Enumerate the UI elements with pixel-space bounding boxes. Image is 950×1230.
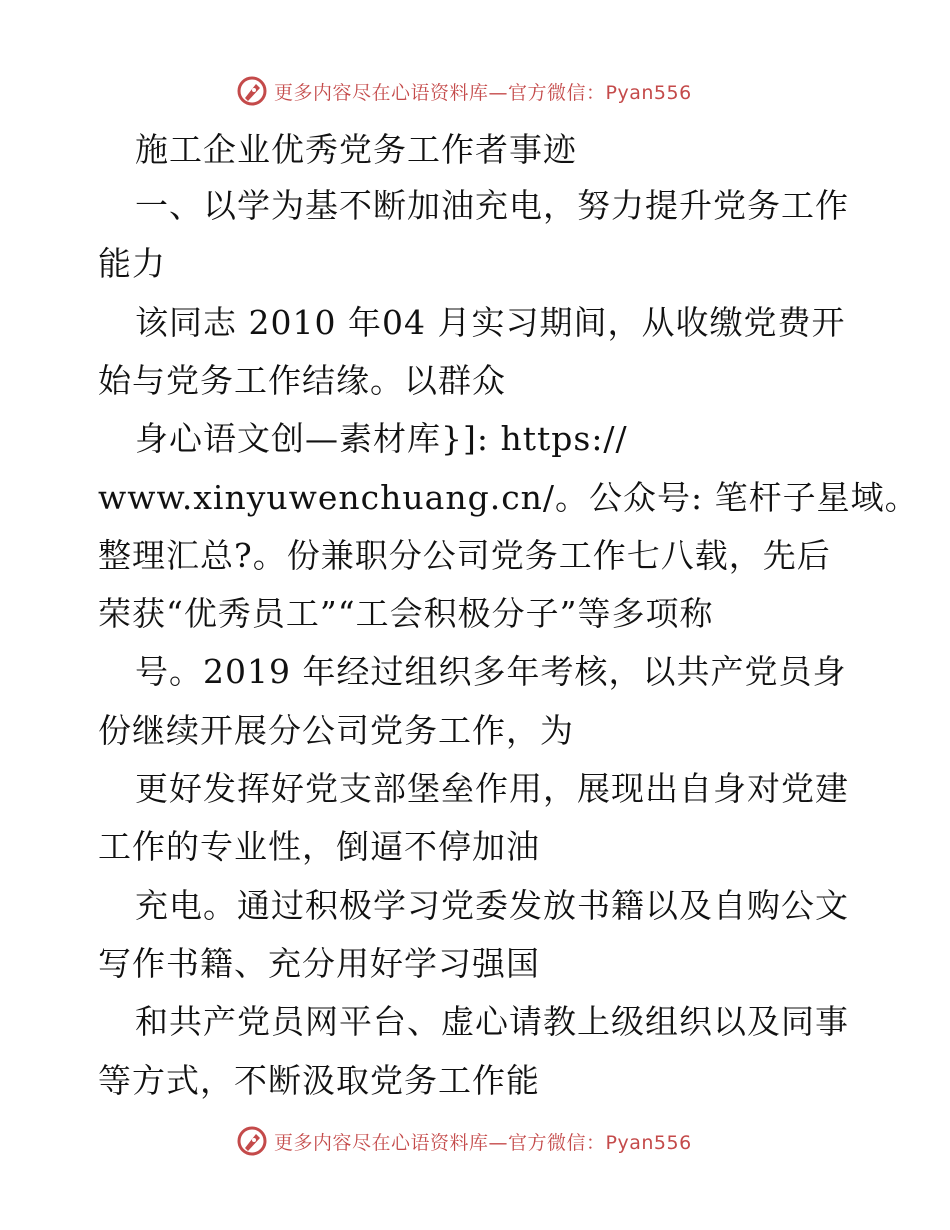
paragraph-line: 工作的专业性，倒逼不停加油 xyxy=(98,827,540,866)
paragraph-line: 号。2019 年经过组织多年考核，以共产党员身 xyxy=(135,652,847,691)
paragraph-line: 更好发挥好党支部堡垒作用，展现出自身对党建 xyxy=(135,769,849,808)
paragraph-line: 整理汇总?。份兼职分公司党务工作七八载，先后 xyxy=(98,536,831,575)
paragraph-line: 写作书籍、充分用好学习强国 xyxy=(98,944,540,983)
pen-nib-icon xyxy=(236,75,268,107)
section-heading: 一、以学为基不断加油充电，努力提升党务工作 xyxy=(135,186,849,225)
paragraph-line: 和共产党员网平台、虚心请教上级组织以及同事 xyxy=(135,1002,849,1041)
paragraph-line: 身心语文创—素材库}]: https:// xyxy=(135,419,628,458)
paragraph-line: 该同志 2010 年04 月实习期间，从收缴党费开 xyxy=(135,303,846,342)
paragraph-line: 荣获“优秀员工”“工会积极分子”等多项称 xyxy=(98,594,714,633)
footer-banner xyxy=(236,1124,692,1158)
paragraph-line: www.xinyuwenchuang.cn/。公众号: 笔杆子星域。 xyxy=(98,478,919,517)
pen-nib-icon xyxy=(236,1125,268,1157)
header-banner-text: 更多内容尽在心语资料库—官方微信：Pyan556 xyxy=(274,81,692,104)
paragraph-line: 始与党务工作结缘。以群众 xyxy=(98,361,506,400)
paragraph-line: 份继续开展分公司党务工作，为 xyxy=(98,711,574,750)
section-heading-continued: 能力 xyxy=(98,244,166,283)
document-title: 施工企业优秀党务工作者事迹 xyxy=(135,130,577,169)
header-banner xyxy=(236,74,692,108)
paragraph-line: 充电。通过积极学习党委发放书籍以及自购公文 xyxy=(135,886,849,925)
paragraph-line: 等方式，不断汲取党务工作能 xyxy=(98,1061,540,1100)
footer-banner-text: 更多内容尽在心语资料库—官方微信：Pyan556 xyxy=(274,1131,692,1154)
